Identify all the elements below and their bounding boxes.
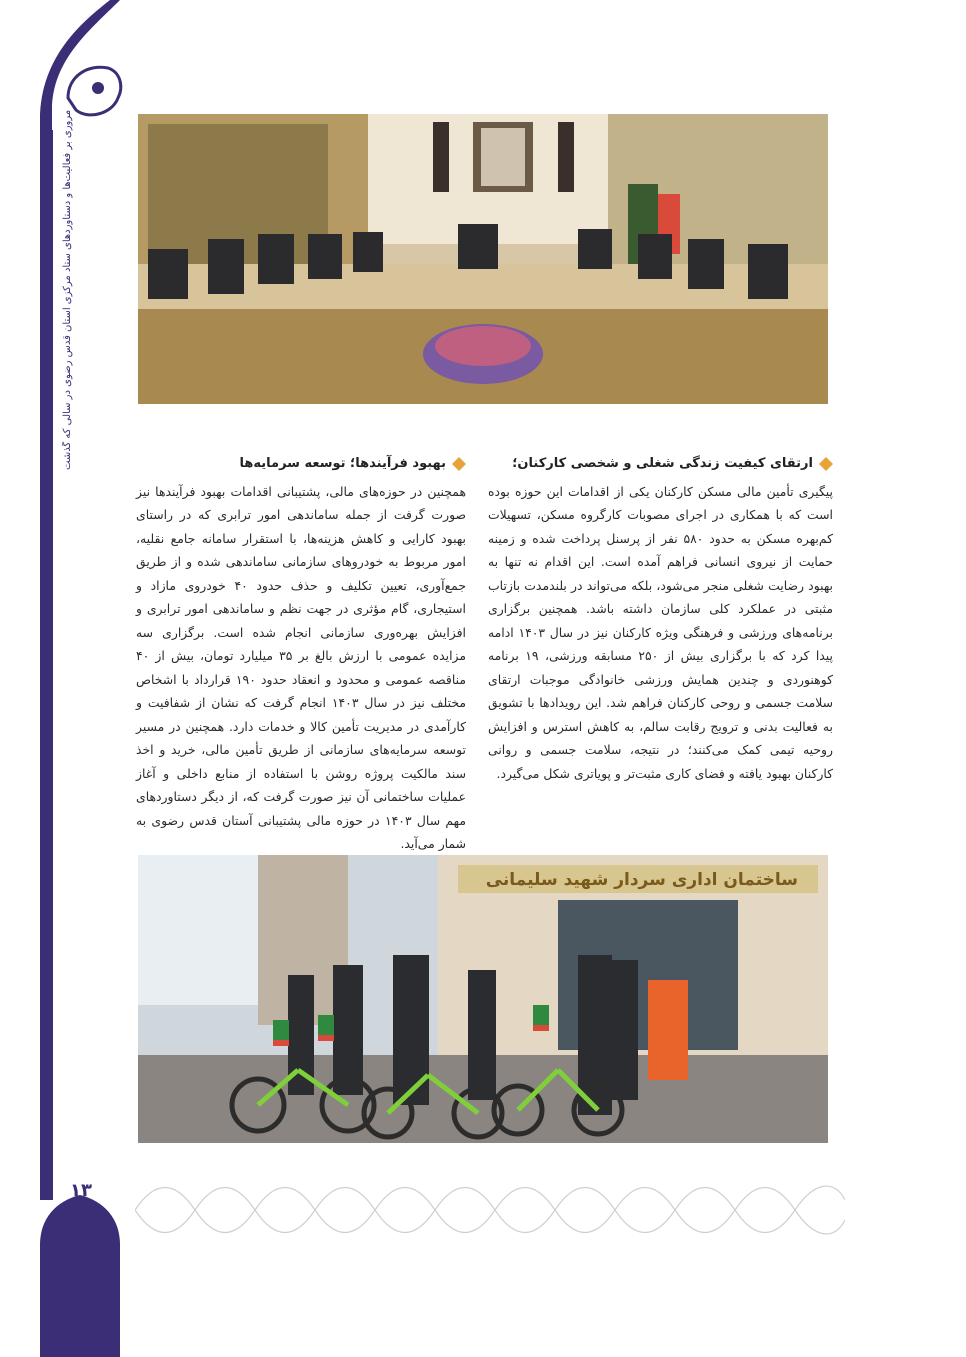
- page-number: ۱۳: [70, 1180, 92, 1201]
- left-heading-text: بهبود فرآیندها؛ توسعه سرمایه‌ها: [239, 456, 446, 471]
- right-text-column: [488, 452, 833, 785]
- left-column-paragraph: همچنین در حوزه‌های مالی، پشتیبانی اقدامات بهبود فرآیندها نیز صورت گرفت از جمله ساماندهی امور ترابری که در راستای بهبود کارایی و کاهش هزینه‌ها، با استقرار سامانه جامع نقلیه، امور مربوط به خودروهای سازمانی ساماندهی شده و از طریق جمع‌آوری، تعیین تکلیف و حذف حدود ۴۰ خودروی مازاد و استیجاری، گام مؤثری در جهت نظم و ساماندهی امور ترابری و افزایش بهره‌وری سازمانی انجام شده است. برگزاری سه مزایده عمومی با ارزش بالغ بر ۳۵ میلیارد تومان، بیش از ۴۰ مناقصه عمومی و محدود و انعقاد حدود ۱۹۰ قرارداد با اشخاص مختلف نیز در سال ۱۴۰۳ انجام گرفت که نشان از شفافیت و کارآمدی در مدیریت تأمین کالا و خدمات دارد. همچنین در مسیر توسعه سرمایه‌های سازمانی از طریق تأمین مالی، خرید و اخذ سند مالکیت پروژه روشن با استفاده از منابع داخلی و آغاز عملیات ساختمانی آن نیز صورت گرفت که، از دیگر دستاوردهای مهم سال ۱۴۰۳ در حوزه مالی پشتیبانی آستان قدس رضوی به شمار می‌آید.: [136, 483, 467, 851]
- meeting-photo: [138, 114, 828, 404]
- right-heading-text: ارتقای کیفیت زندگی شغلی و شخصی کارکنان؛: [512, 456, 813, 471]
- side-band-graphic: [0, 0, 120, 1357]
- side-decorative-band: [0, 0, 120, 1357]
- right-column-heading: [488, 452, 833, 476]
- diamond-bullet-icon: [819, 457, 833, 471]
- building-sign-text: ساختمان اداری سردار شهید سلیمانی: [485, 870, 798, 890]
- vertical-series-title: مروری بر فعالیت‌ها و دستاوردهای ستاد مرکزی آستان قدس رضوی در سالی که گذشت: [62, 110, 73, 470]
- left-text-column: [136, 452, 466, 856]
- diamond-bullet-icon: [452, 457, 466, 471]
- right-column-paragraph: پیگیری تأمین مالی مسکن کارکنان یکی از اقدامات این حوزه بوده است که با همکاری در اجرای مصوبات کارگروه مسکن، تسهیلات کم‌بهره مسکن به حدود ۵۸۰ نفر از پرسنل پرداخت شده و زمینه حمایت از نیروی انسانی فراهم آمده است. این اقدام نه تنها به بهبود رضایت شغلی منجر می‌شود، بلکه می‌تواند در بلندمدت بازتاب مثبتی در عملکرد کلی سازمان داشته باشد. همچنین برگزاری برنامه‌های ورزشی و فرهنگی ویژه کارکنان نیز در سال ۱۴۰۳ ادامه پیدا کرد که با برگزاری بیش از ۲۵۰ مسابقه ورزشی، ۱۹ برنامه کوهنوردی و چندین همایش ورزشی خانوادگی موجبات ارتقای سلامت جسمی و روحی کارکنان فراهم شد. این رویدادها با تشویق به فعالیت بدنی و ترویج رقابت سالم، به کاهش استرس و افزایش روحیه تیمی کمک می‌کنند؛ در نتیجه، سلامت جسمی و روانی کارکنان بهبود یافته و فضای کاری مثبت‌تر و پویاتری شکل می‌گیرد.: [488, 483, 833, 781]
- left-column-heading: [136, 452, 466, 476]
- footer-ornament-pattern: [135, 1170, 845, 1250]
- bicycle-event-photo: [138, 855, 828, 1143]
